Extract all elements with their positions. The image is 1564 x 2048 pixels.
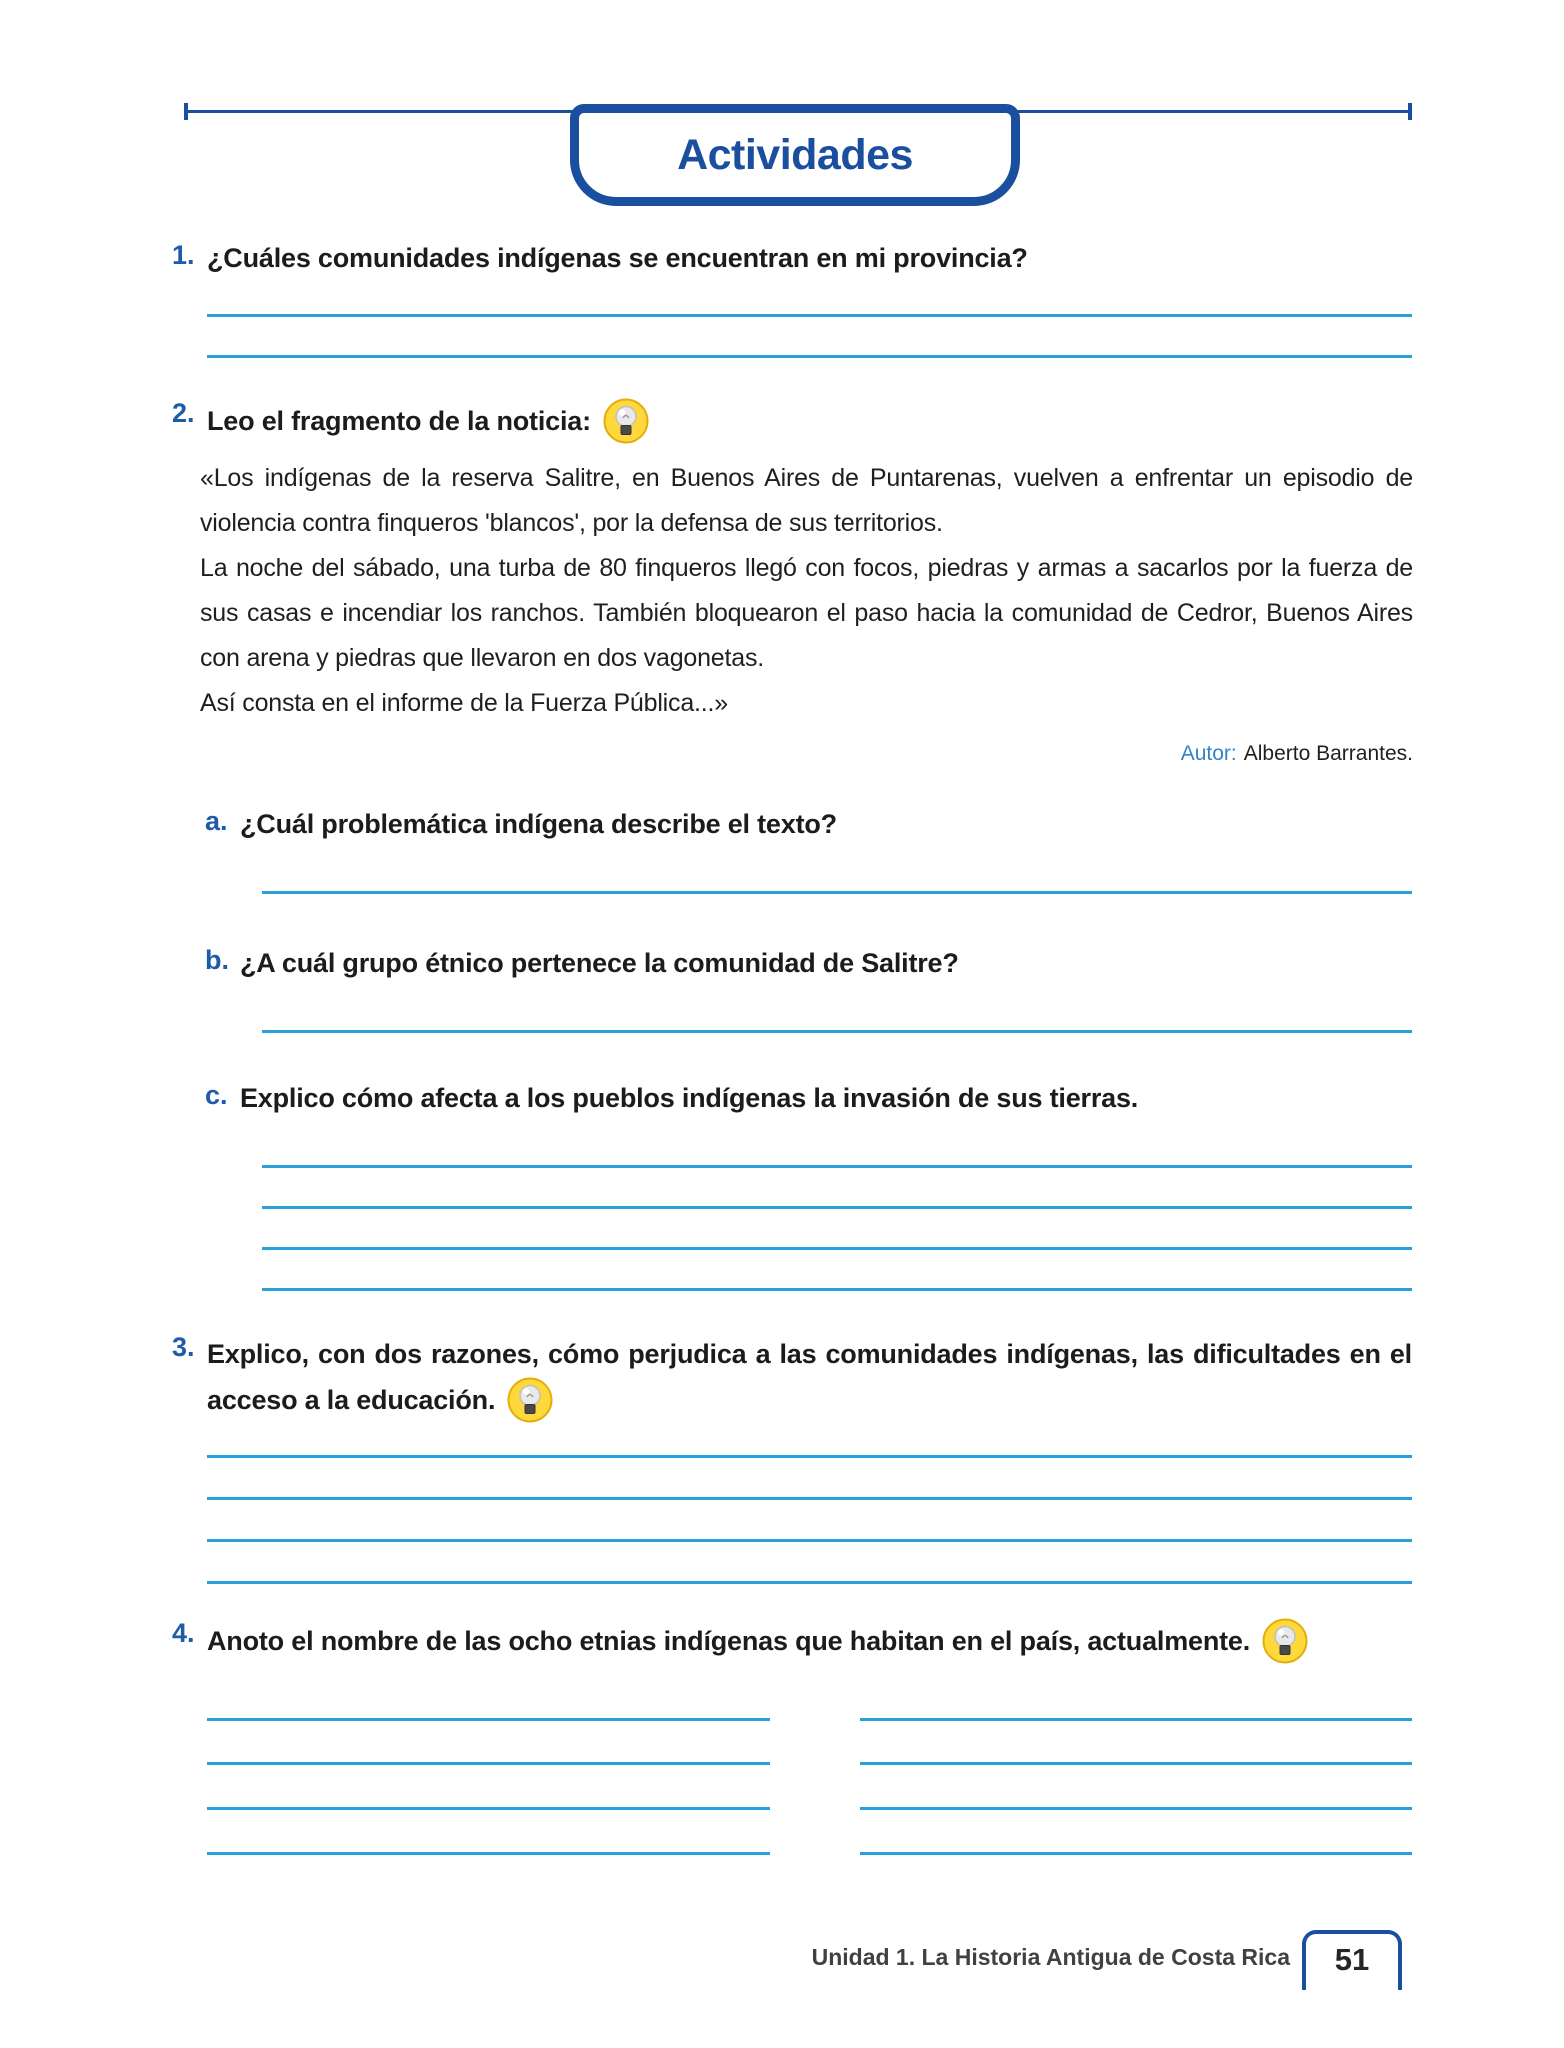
question-4-row	[207, 1618, 1437, 1664]
subquestion-c-letter: c.	[205, 1080, 228, 1110]
quote-paragraph: La noche del sábado, una turba de 80 finqueros llegó con focos, piedras y armas a sacarlos por la fuerza de sus casas e incendiar los ranchos. También bloquearon el paso hacia la comunidad de Cedror, Buenos Aires con arena y piedras que llevaron en dos vagonetas.	[200, 554, 1413, 672]
subquestion-b-letter: b.	[205, 945, 229, 975]
author-line	[200, 742, 1413, 766]
answer-line	[207, 355, 1412, 358]
question-4-number: 4.	[172, 1618, 195, 1648]
footer-unit-label: Unidad 1. La Historia Antigua de Costa Rica	[811, 1944, 1290, 1970]
question-1-number: 1.	[172, 240, 195, 270]
question-2-number: 2.	[172, 398, 195, 428]
answer-line	[262, 891, 1412, 894]
question-1-text: ¿Cuáles comunidades indígenas se encuentran en mi provincia?	[207, 243, 1028, 273]
page-title: Actividades	[677, 130, 913, 179]
quote-paragraph: Así consta en el informe de la Fuerza Pública...»	[200, 689, 728, 717]
lightbulb-icon	[603, 398, 649, 444]
question-3-text: Explico, con dos razones, cómo perjudica a las comunidades indígenas, las dificultades en el acceso a la educación.	[207, 1339, 1412, 1415]
answer-line	[207, 1762, 770, 1765]
answer-line	[262, 1165, 1412, 1168]
subquestion-b-text: ¿A cuál grupo étnico pertenece la comunidad de Salitre?	[240, 948, 959, 978]
question-3-row	[207, 1332, 1412, 1423]
answer-line	[207, 1852, 770, 1855]
subquestion-c-text: Explico cómo afecta a los pueblos indígenas la invasión de sus tierras.	[240, 1083, 1139, 1113]
answer-line	[207, 1807, 770, 1810]
quote-paragraph: «Los indígenas de la reserva Salitre, en Buenos Aires de Puntarenas, vuelven a enfrentar un episodio de violencia contra finqueros 'blancos', por la defensa de sus territorios.	[200, 464, 1413, 537]
answer-line	[860, 1807, 1412, 1810]
question-4-text: Anoto el nombre de las ocho etnias indígenas que habitan en el país, actualmente.	[207, 1626, 1251, 1656]
answer-line	[207, 1497, 1412, 1500]
answer-line	[262, 1247, 1412, 1250]
question-2-row	[207, 398, 1467, 444]
lightbulb-icon	[1262, 1618, 1308, 1664]
question-2-text: Leo el fragmento de la noticia:	[207, 406, 591, 436]
answer-line	[207, 1539, 1412, 1542]
answer-line	[860, 1718, 1412, 1721]
answer-line	[207, 1455, 1412, 1458]
answer-line	[262, 1288, 1412, 1291]
answer-line	[207, 1581, 1412, 1584]
subquestion-a-letter: a.	[205, 806, 228, 836]
lightbulb-icon	[507, 1377, 553, 1423]
answer-line	[262, 1030, 1412, 1033]
answer-line	[860, 1762, 1412, 1765]
activities-title-box	[570, 104, 1020, 206]
answer-line	[860, 1852, 1412, 1855]
header-rule-tick-left	[184, 103, 188, 120]
answer-line	[207, 1718, 770, 1721]
subquestion-a-text: ¿Cuál problemática indígena describe el texto?	[240, 809, 837, 839]
page-number-tab	[1302, 1930, 1402, 1990]
author-label: Autor:	[1180, 742, 1237, 765]
author-name: Alberto Barrantes.	[1243, 742, 1413, 765]
question-3-number: 3.	[172, 1332, 195, 1362]
page-number: 51	[1334, 1942, 1370, 1977]
header-rule-tick-right	[1408, 103, 1412, 120]
answer-line	[207, 314, 1412, 317]
news-quote	[200, 456, 1413, 726]
answer-line	[262, 1206, 1412, 1209]
